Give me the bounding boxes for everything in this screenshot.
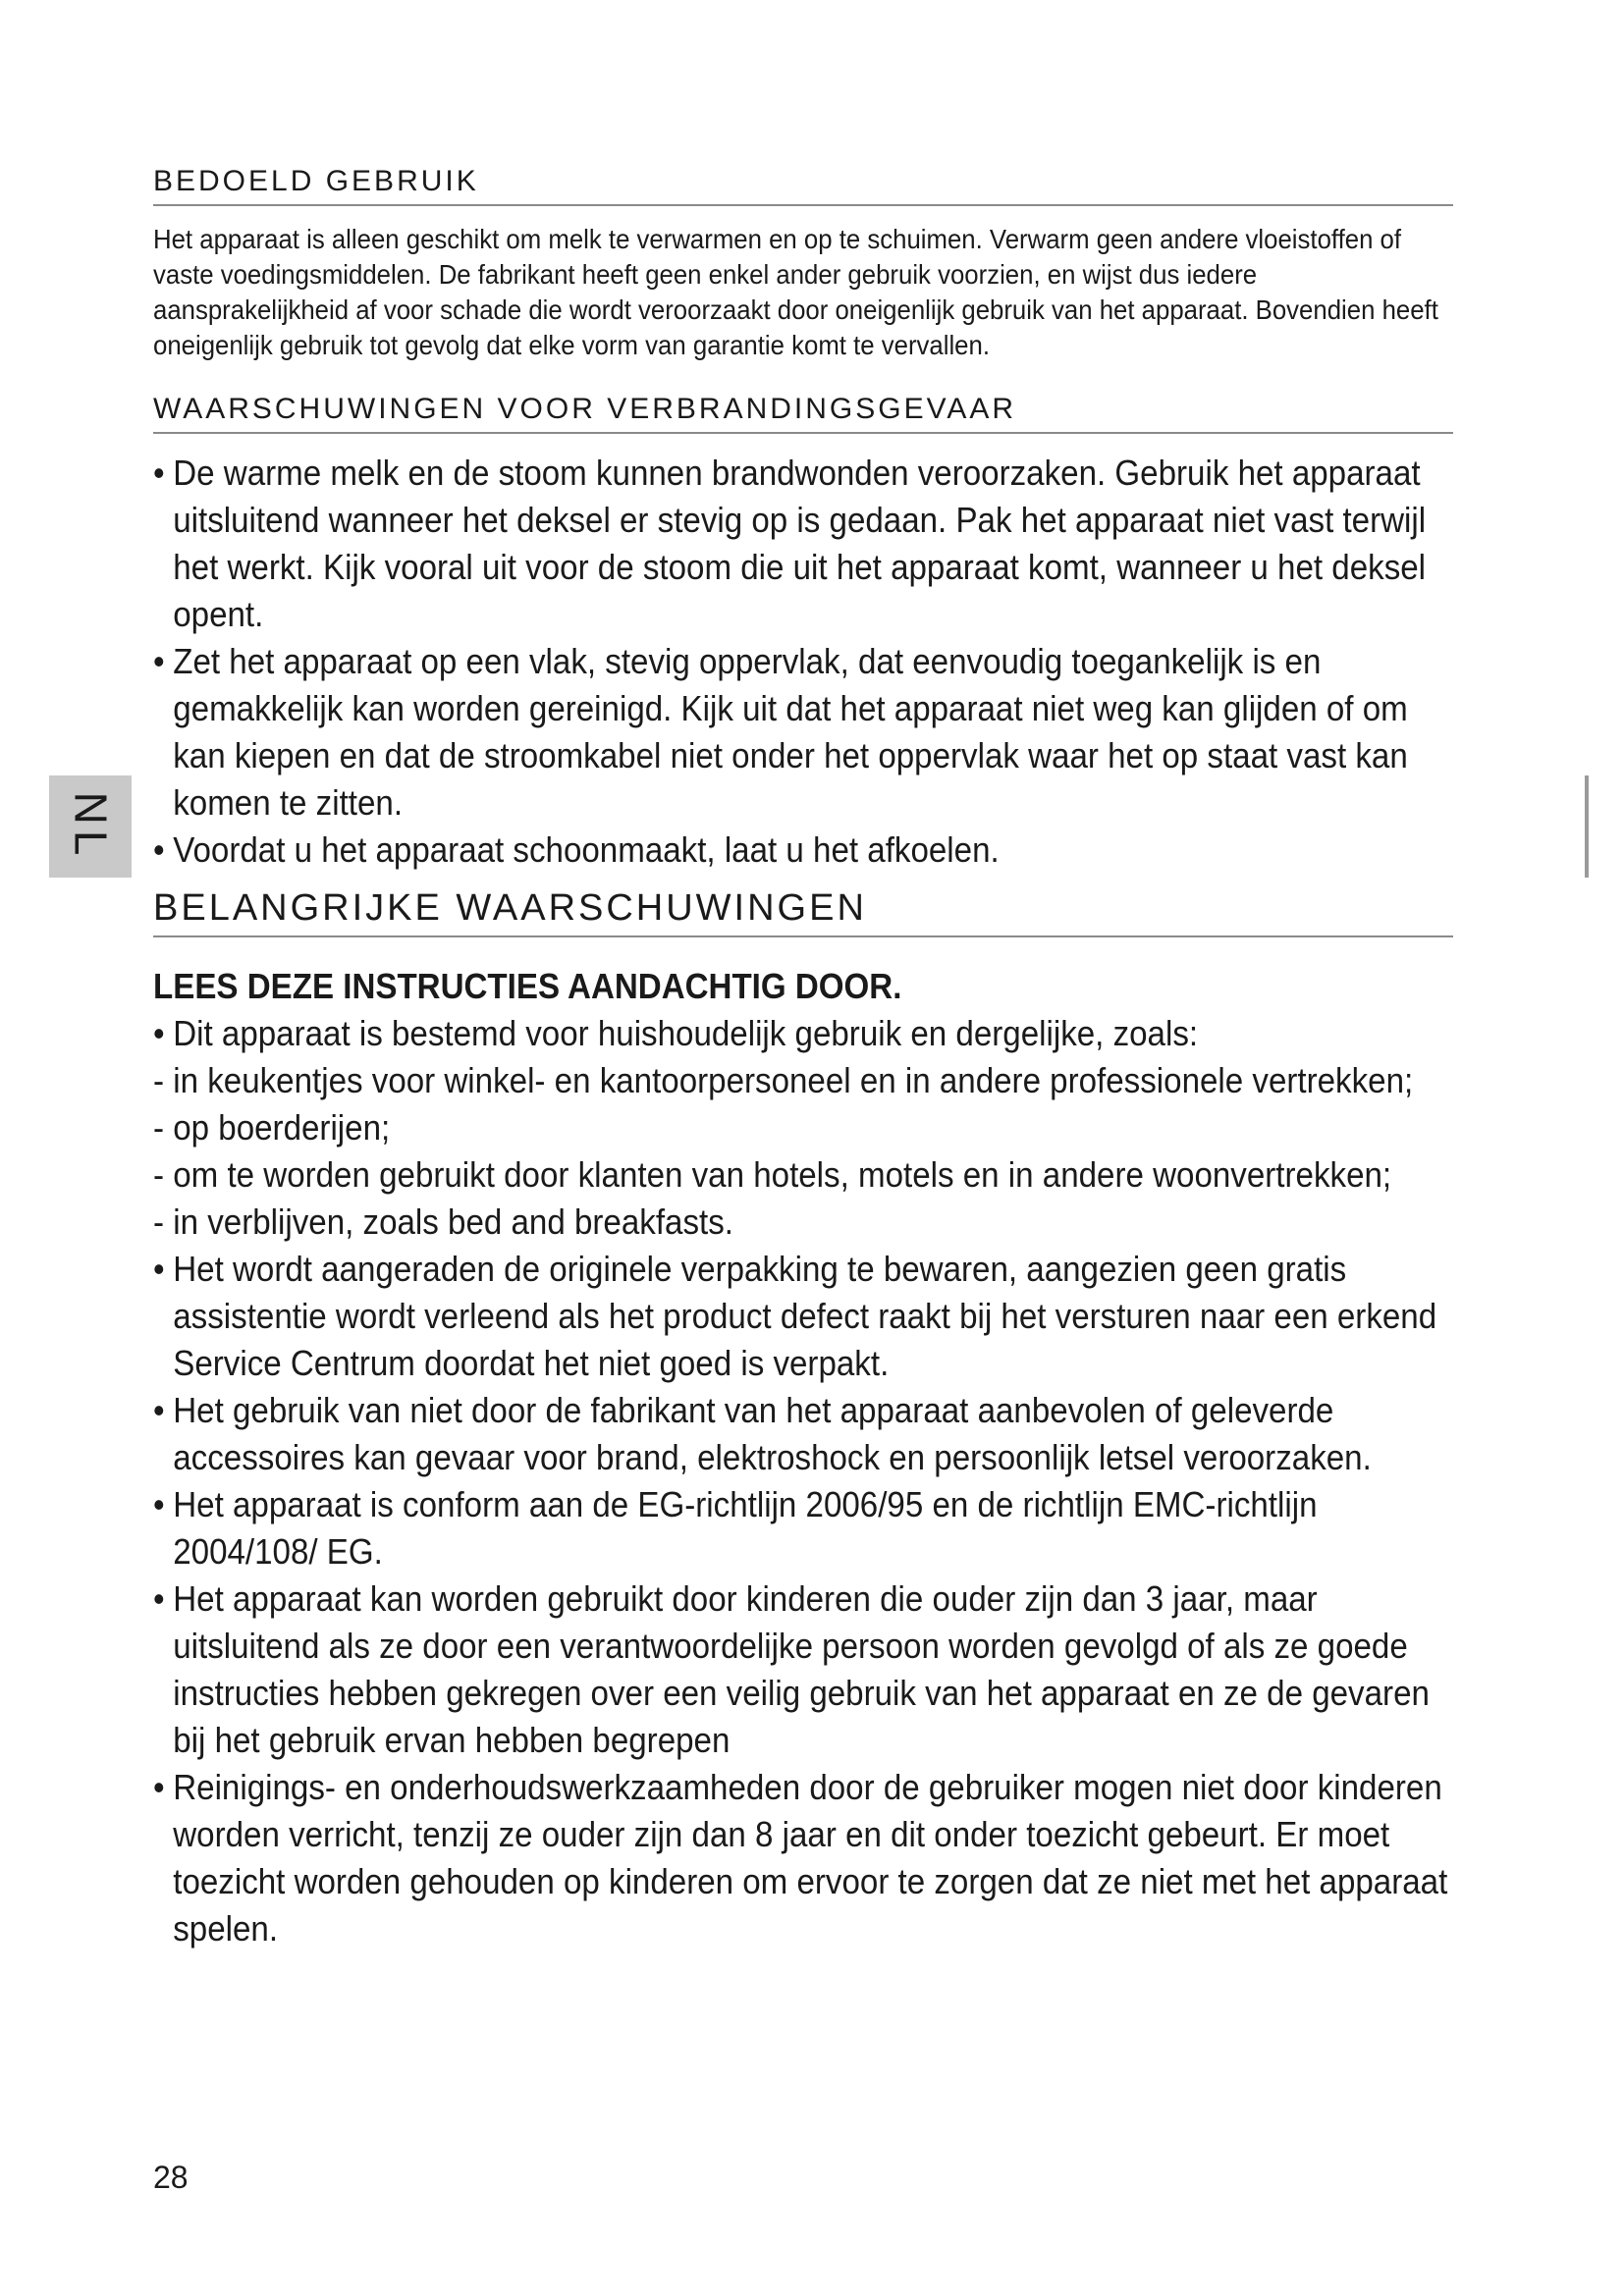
list-item <box>153 1010 1456 1057</box>
list-item <box>153 827 1456 874</box>
list-item-text: Het wordt aangeraden de originele verpakking te bewaren, aangezien geen gratis assistentie wordt verleend als het product defect raakt bij het versturen naar een erkend Service Centrum doordat het niet goed is verpakt. <box>173 1249 1437 1383</box>
burn-warnings-list <box>153 450 1453 874</box>
list-item-text: Dit apparaat is bestemd voor huishoudelijk gebruik en dergelijke, zoals: <box>173 1013 1199 1053</box>
language-tab-label: NL <box>65 791 116 862</box>
list-item <box>153 1057 1456 1104</box>
list-item <box>153 1387 1456 1481</box>
list-item <box>153 1151 1456 1199</box>
read-instructions-heading: LEES DEZE INSTRUCTIES AANDACHTIG DOOR. <box>153 966 902 1006</box>
list-item <box>153 1104 1456 1151</box>
bullet-mark: • <box>153 641 165 681</box>
list-item <box>153 1764 1456 1952</box>
list-item-text: Het gebruik van niet door de fabrikant van het apparaat aanbevolen of geleverde accessoires kan gevaar voor brand, elektroshock en persoonlijk letsel veroorzaken. <box>173 1390 1372 1477</box>
dash-mark: - <box>153 1060 165 1100</box>
list-item <box>153 1246 1456 1387</box>
list-item <box>153 1481 1456 1575</box>
dash-mark: - <box>153 1107 165 1148</box>
bullet-mark: • <box>153 829 165 870</box>
section-burn-warnings <box>153 393 1453 874</box>
bullet-mark: • <box>153 1767 165 1807</box>
bullet-mark: • <box>153 1390 165 1430</box>
list-item-text: in keukentjes voor winkel- en kantoorpersoneel en in andere professionele vertrekken; <box>173 1060 1414 1100</box>
list-item-text: Het apparaat is conform aan de EG-richtlijn 2006/95 en de richtlijn EMC-richtlijn 2004/108/ EG. <box>173 1484 1318 1572</box>
list-item-text: om te worden gebruikt door klanten van hotels, motels en in andere woonvertrekken; <box>173 1154 1392 1195</box>
page-content <box>153 165 1453 1952</box>
list-item-text: Zet het apparaat op een vlak, stevig oppervlak, dat eenvoudig toegankelijk is en gemakkelijk kan worden gereinigd. Kijk uit dat het apparaat niet weg kan glijden of om kan kiepen en dat de stroomkabel niet onder het oppervlak waar het op staat vast kan komen te zitten. <box>173 641 1408 823</box>
list-item-text: Het apparaat kan worden gebruikt door kinderen die ouder zijn dan 3 jaar, maar uitsluitend als ze door een verantwoordelijke persoon worden gevolgd of als ze goede instructies hebben gekregen over een veilig gebruik van het apparaat en ze de gevaren bij het gebruik ervan hebben begrepen <box>173 1578 1430 1760</box>
list-item <box>153 1199 1456 1246</box>
list-item <box>153 638 1456 827</box>
bullet-mark: • <box>153 1578 165 1619</box>
list-item-text: in verblijven, zoals bed and breakfasts. <box>173 1201 733 1242</box>
section-title-important-warnings: BELANGRIJKE WAARSCHUWINGEN <box>153 887 1453 937</box>
important-warnings-list <box>153 1010 1453 1952</box>
dash-mark: - <box>153 1201 165 1242</box>
intended-use-paragraph: Het apparaat is alleen geschikt om melk te verwarmen en op te schuimen. Verwarm geen andere vloeistoffen of vaste voedingsmiddelen. De fabrikant heeft geen enkel ander gebruik voorzien, en wijst dus iedere aansprakelijkheid af voor schade die wordt veroorzaakt door oneigenlijk gebruik van het apparaat. Bovendien heeft oneigenlijk gebruik tot gevolg dat elke vorm van garantie komt te vervallen. <box>153 224 1438 360</box>
section-important-warnings <box>153 887 1453 1952</box>
bullet-mark: • <box>153 1013 165 1053</box>
section-intended-use <box>153 165 1453 363</box>
section-title-intended-use: BEDOELD GEBRUIK <box>153 165 1453 206</box>
list-item-text: op boerderijen; <box>173 1107 391 1148</box>
bullet-mark: • <box>153 1484 165 1524</box>
list-item <box>153 1575 1456 1764</box>
bullet-mark: • <box>153 453 165 493</box>
bullet-mark: • <box>153 1249 165 1289</box>
language-tab <box>49 775 132 878</box>
page-edge-marker <box>1585 775 1589 878</box>
page-number: 28 <box>153 2160 189 2195</box>
list-item-text: De warme melk en de stoom kunnen brandwonden veroorzaken. Gebruik het apparaat uitsluitend wanneer het deksel er stevig op is gedaan. Pak het apparaat niet vast terwijl het werkt. Kijk vooral uit voor de stoom die uit het apparaat komt, wanneer u het deksel opent. <box>173 453 1427 634</box>
list-item-text: Voordat u het apparaat schoonmaakt, laat u het afkoelen. <box>173 829 1000 870</box>
dash-mark: - <box>153 1154 165 1195</box>
list-item-text: Reinigings- en onderhoudswerkzaamheden door de gebruiker mogen niet door kinderen worden verricht, tenzij ze ouder zijn dan 8 jaar en dit onder toezicht gebeurt. Er moet toezicht worden gehouden op kinderen om ervoor te zorgen dat ze niet met het apparaat spelen. <box>173 1767 1448 1949</box>
list-item <box>153 450 1456 638</box>
section-title-burn-warnings: WAARSCHUWINGEN VOOR VERBRANDINGSGEVAAR <box>153 393 1453 434</box>
